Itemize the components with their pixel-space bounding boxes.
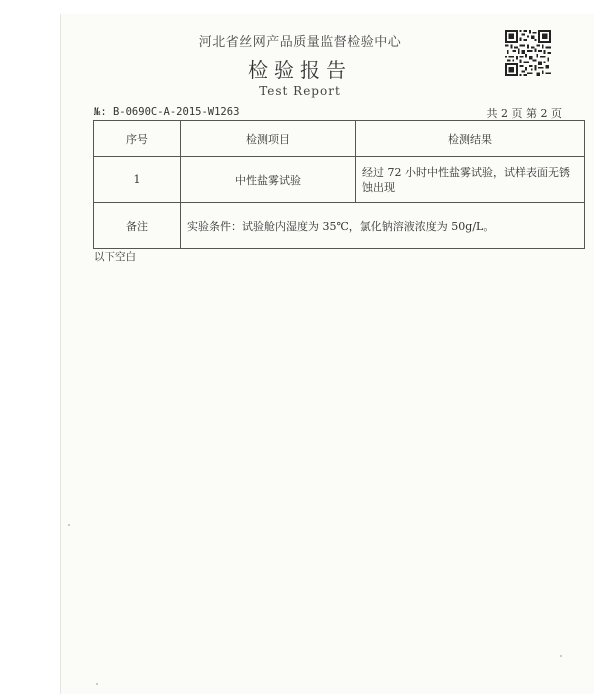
page-edge xyxy=(60,14,61,694)
paper-speck xyxy=(96,683,98,685)
paper-speck xyxy=(560,655,562,657)
results-table xyxy=(93,120,585,249)
page-count: 共 2 页 第 2 页 xyxy=(486,107,562,120)
organization-name: 河北省丝网产品质量监督检验中心 xyxy=(198,35,402,50)
header-seq: 序号 xyxy=(94,121,181,157)
row-result: 经过 72 小时中性盐雾试验，试样表面无锈蚀出现 xyxy=(356,157,585,203)
table-row xyxy=(94,157,585,203)
note-row xyxy=(94,203,585,249)
header-item: 检测项目 xyxy=(181,121,356,157)
paper-speck xyxy=(68,524,70,526)
qr-code-icon xyxy=(505,30,551,76)
header-result: 检测结果 xyxy=(356,121,585,157)
row-item: 中性盐雾试验 xyxy=(181,157,356,203)
note-content: 实验条件：试验舱内湿度为 35℃，氯化钠溶液浓度为 50g/L。 xyxy=(181,203,585,249)
below-blank-text: 以下空白 xyxy=(94,251,136,263)
note-label: 备注 xyxy=(94,203,181,249)
report-title-en: Test Report xyxy=(259,84,341,98)
table-header-row xyxy=(94,121,585,157)
row-seq: 1 xyxy=(94,157,181,203)
report-number: №: B-0690C-A-2015-W1263 xyxy=(94,106,240,118)
report-title-cn: 检验报告 xyxy=(248,58,352,82)
